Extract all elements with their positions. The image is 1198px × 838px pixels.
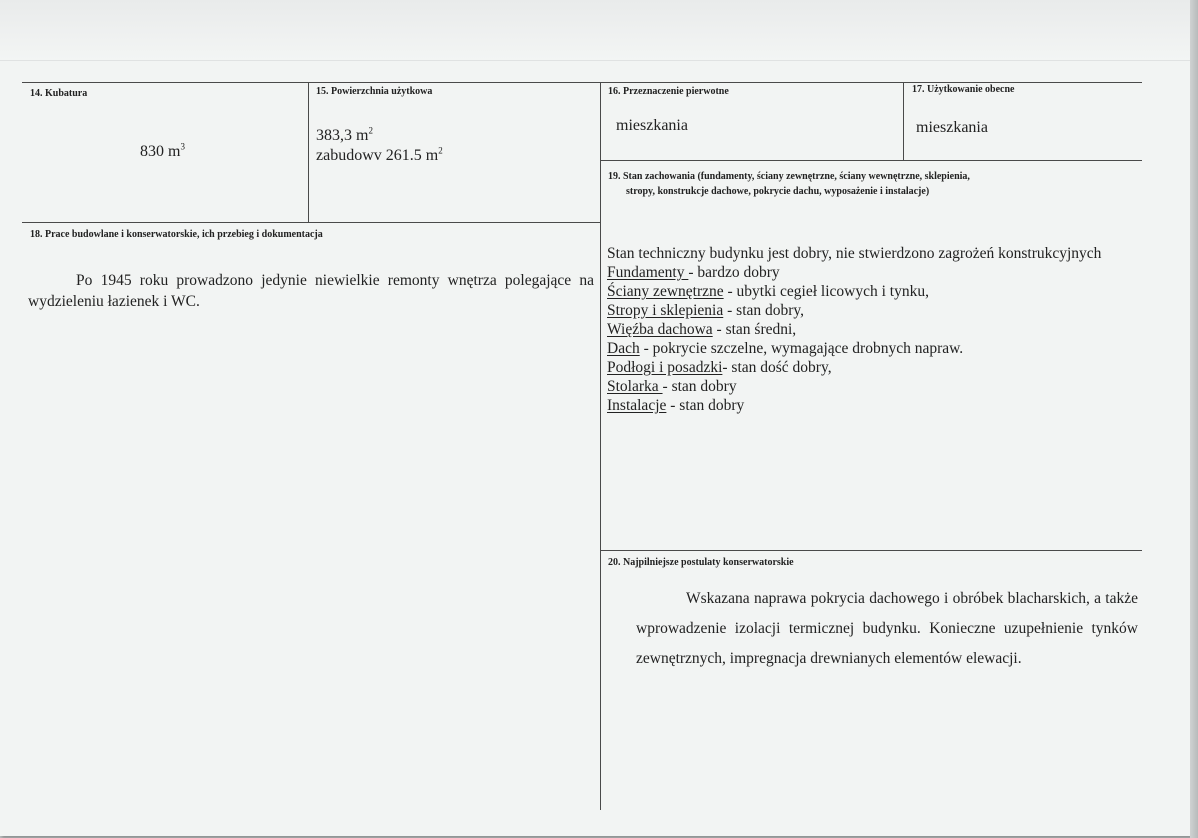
postulaty-text: Wskazana naprawa pokrycia dachowego i obróbek blacharskich, a także wprowadzenie izolacji termicznej budynku. Konieczne uzupełnienie tynków zewnętrznych, impregnacja drewnianych elementów elewacji. bbox=[636, 590, 1138, 667]
stan-label: 19. Stan zachowania (fundamenty, ściany zewnętrzne, ściany wewnętrzne, sklepienia, stropy, konstrukcje dachowe, pokrycie dachu, wyposażenie i instalacje) bbox=[608, 171, 970, 197]
stan-item bbox=[607, 282, 1142, 301]
uzytkowanie-label: 17. Użytkowanie obecne bbox=[912, 84, 1015, 95]
stan-intro: Stan techniczny budynku jest dobry, nie stwierdzono zagrożeń konstrukcyjnych bbox=[607, 245, 1102, 262]
stan-item-desc: - bardzo dobry bbox=[688, 264, 780, 281]
stan-item bbox=[607, 320, 1142, 339]
col-divider-16-17 bbox=[903, 82, 904, 160]
stan-item-term: Podłogi i posadzki bbox=[607, 359, 723, 376]
stan-item-term: Stolarka bbox=[607, 378, 663, 395]
prace-label: 18. Prace budowlane i konserwatorskie, ich przebieg i dokumentacja bbox=[30, 229, 323, 240]
stan-item-term: Fundamenty bbox=[607, 264, 689, 281]
stan-item-term: Ściany zewnętrzne bbox=[607, 283, 724, 300]
row-divider-right-2 bbox=[600, 550, 1142, 551]
stan-item-desc: - stan dość dobry, bbox=[722, 359, 832, 376]
kubatura-label: 14. Kubatura bbox=[30, 88, 88, 99]
stan-item-term: Więźba dachowa bbox=[607, 321, 713, 338]
stan-item bbox=[607, 301, 1142, 320]
przeznaczenie-label: 16. Przeznaczenie pierwotne bbox=[608, 86, 729, 97]
stan-item-desc: - stan średni, bbox=[712, 321, 797, 338]
stan-item-term: Stropy i sklepienia bbox=[607, 302, 724, 319]
stan-list bbox=[607, 244, 1142, 415]
przeznaczenie-value: mieszkania bbox=[616, 117, 688, 134]
stan-item bbox=[607, 396, 1142, 415]
stan-item bbox=[607, 377, 1142, 396]
prace-text: Po 1945 roku prowadzono jedynie niewielkie remonty wnętrza polegające na wydzieleniu łazienek i WC. bbox=[28, 272, 594, 310]
row-divider-left-1 bbox=[22, 222, 600, 223]
row-divider-right-1 bbox=[600, 160, 1142, 161]
uzytkowanie-value: mieszkania bbox=[916, 119, 988, 136]
stan-item-desc: - stan dobry bbox=[662, 378, 737, 395]
stan-item-desc: - stan dobry, bbox=[723, 302, 805, 319]
stan-item bbox=[607, 358, 1142, 377]
paper-right-edge bbox=[1190, 0, 1198, 838]
powierzchnia-label: 15. Powierzchnia użytkowa bbox=[316, 86, 433, 97]
stan-item-desc: - ubytki cegieł licowych i tynku, bbox=[723, 283, 929, 300]
stan-item-desc: - stan dobry bbox=[666, 397, 745, 414]
stan-item bbox=[607, 263, 1142, 282]
powierzchnia-value: 383,3 $m^2$ zabudowv 261.5 $m^2$ bbox=[316, 125, 443, 164]
stan-item-desc: - pokrycie szczelne, wymagające drobnych napraw. bbox=[639, 340, 964, 357]
kubatura-value: 830 $m^3$ bbox=[140, 141, 185, 160]
stan-item-term: Dach bbox=[607, 340, 640, 357]
col-divider-main bbox=[600, 82, 601, 810]
postulaty-label: 20. Najpilniejsze postulaty konserwatorskie bbox=[608, 557, 794, 568]
stan-item-term: Instalacje bbox=[607, 397, 667, 414]
stan-item bbox=[607, 339, 1142, 358]
col-divider-14-15 bbox=[308, 82, 309, 222]
paper-top-strip bbox=[0, 0, 1190, 61]
